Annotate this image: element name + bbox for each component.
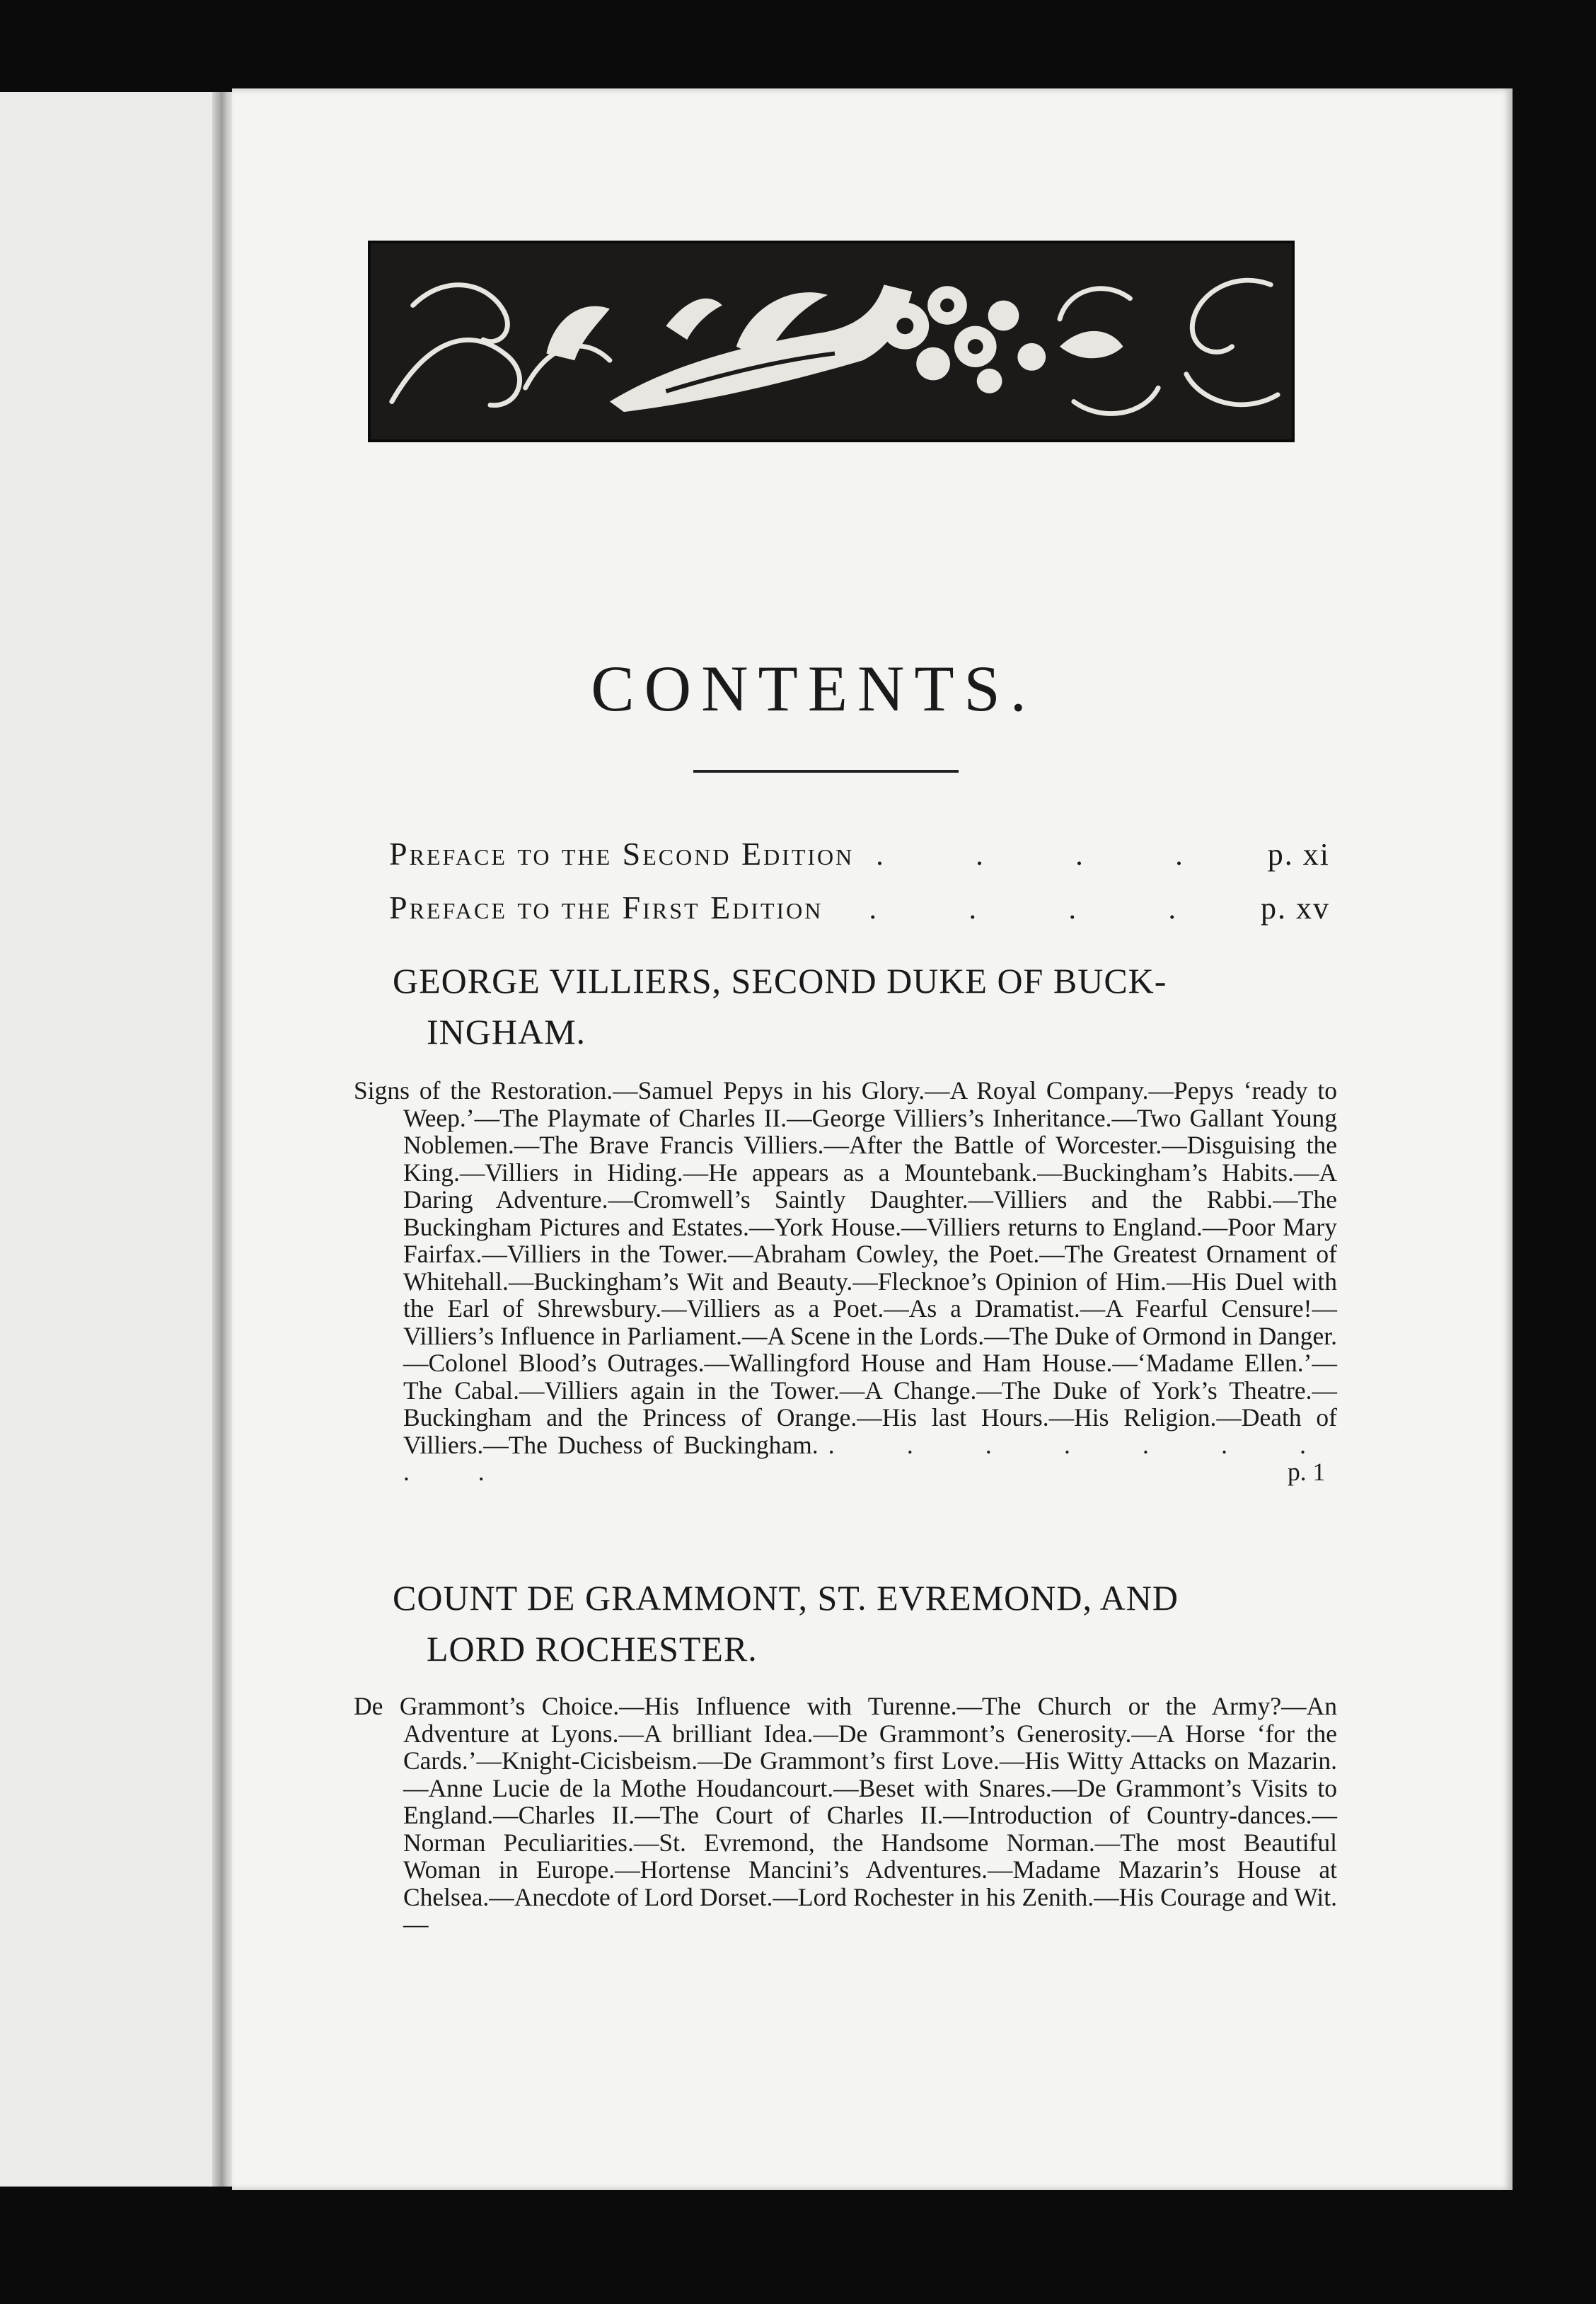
section-heading-villiers[interactable] xyxy=(393,955,1334,1057)
toc-entry-preface-second[interactable] xyxy=(389,835,1330,882)
toc-label: Preface to the Second Edition xyxy=(389,836,855,872)
toc-leader: . . . . xyxy=(869,893,1218,926)
page-title: CONTENTS. xyxy=(591,652,1036,725)
toc-page: p. xv xyxy=(1261,891,1330,926)
summary-text: De Grammont’s Choice.—His Influence with Turenne.—The Church or the Army?—An Adventure at Lyons.—A brilliant Idea.—De Grammont’s Generosity.—A Horse ‘for the Cards.’—Knight-Cicisbeism.—De Grammont’s first Love.—His Witty Attacks on Mazarin.—Anne Lucie de la Mothe Houdancourt.—Beset with Snares.—De Grammont’s Visits to England.—Charles II.—The Court of Charles II.—Introduction of Country-dances.—Norman Peculiarities.—St. Evremond, the Handsome Norman.—The most Beautiful Woman in Europe.—Hortense Mancini’s Adventures.—Madame Mazarin’s House at Chelsea.—Anecdote of Lord Dorset.—Lord Rochester in his Zenith.—His Courage and Wit.— xyxy=(354,1692,1337,1938)
section-summary-villiers: Signs of the Restoration.—Samuel Pepys in his Glory.—A Royal Company.—Pepys ‘ready to Weep.’—The Playmate of Charles II.—George Villiers’s Inheritance.—Two Gallant Young Noblemen.—The Brave Francis Villiers.—After the Battle of Worcester.—Disguising the King.—Villiers in Hiding.—He appears as a Mountebank.—Buckingham’s Habits.—A Daring Adventure.—Cromwell’s Saintly Daughter.—Villiers and the Rabbi.—The Buckingham Pictures and Estates.—York House.—Villiers returns to England.—Poor Mary Fairfax.—Villiers in the Tower.—Abraham Cowley, the Poet.—The Greatest Ornament of Whitehall.—Buckingham’s Wit and Beauty.—Flecknoe’s Opinion of Him.—His Duel with the Earl of Shrewsbury.—Villiers as a Poet.—As a Dramatist.—A Fearful Censure!—Villiers’s Influence in Parliament.—A Scene in the Lords.—The Duke of Ormond in Danger.—Colonel Blood’s Outrages.—Wallingford House and Ham House.—‘Madame Ellen.’—The Cabal.—Villiers again in the Tower.—A Change.—The Duke of York’s Theatre.—Buckingham and the Princess of Orange.—His last Hours.—His Religion.—Death of Villiers.—The Duchess of Buckingham. . . . . . . . . . p. 1 xyxy=(354,1076,1338,1486)
book-spine xyxy=(212,92,233,2187)
title-rule xyxy=(693,770,959,773)
heading-line: GEORGE VILLIERS, SECOND DUKE OF BUCK- xyxy=(393,961,1167,1001)
summary-text: Signs of the Restoration.—Samuel Pepys in his Glory.—A Royal Company.—Pepys ‘ready to Weep.’—The Playmate of Charles II.—George Villiers’s Inheritance.—Two Gallant Young Noblemen.—The Brave Francis Villiers.—After the Battle of Worcester.—Disguising the King.—Villiers in Hiding.—He appears as a Mountebank.—Buckingham’s Habits.—A Daring Adventure.—Cromwell’s Saintly Daughter.—Villiers and the Rabbi.—The Buckingham Pictures and Estates.—York House.—Villiers returns to England.—Poor Mary Fairfax.—Villiers in the Tower.—Abraham Cowley, the Poet.—The Greatest Ornament of Whitehall.—Buckingham’s Wit and Beauty.—Flecknoe’s Opinion of Him.—His Duel with the Earl of Shrewsbury.—Villiers as a Poet.—As a Dramatist.—A Fearful Censure!—Villiers’s Influence in Parliament.—A Scene in the Lords.—The Duke of Ormond in Danger.—Colonel Blood’s Outrages.—Wallingford House and Ham House.—‘Madame Ellen.’—The Cabal.—Villiers again in the Tower.—A Change.—The Duke of York’s Theatre.—Buckingham and the Princess of Orange.—His last Hours.—His Religion.—Death of Villiers.—The Duchess of Buckingham. xyxy=(354,1076,1337,1459)
heading-line: LORD ROCHESTER. xyxy=(427,1629,758,1669)
toc-label: Preface to the First Edition xyxy=(389,889,823,926)
heading-line: COUNT DE GRAMMONT, ST. EVREMOND, AND xyxy=(393,1578,1179,1618)
section-heading-grammont[interactable] xyxy=(393,1572,1334,1674)
heading-line: INGHAM. xyxy=(427,1012,586,1052)
toc-entry-preface-first[interactable] xyxy=(389,889,1330,935)
toc-leader: . . . . xyxy=(876,839,1225,872)
cornucopia-headpiece-icon xyxy=(368,241,1295,442)
section-summary-grammont xyxy=(354,1693,1337,1938)
left-page-edge xyxy=(0,92,225,2187)
summary-leader: . . . . . . . . . xyxy=(403,1430,1338,1486)
toc-page: p. xi xyxy=(1267,837,1330,872)
